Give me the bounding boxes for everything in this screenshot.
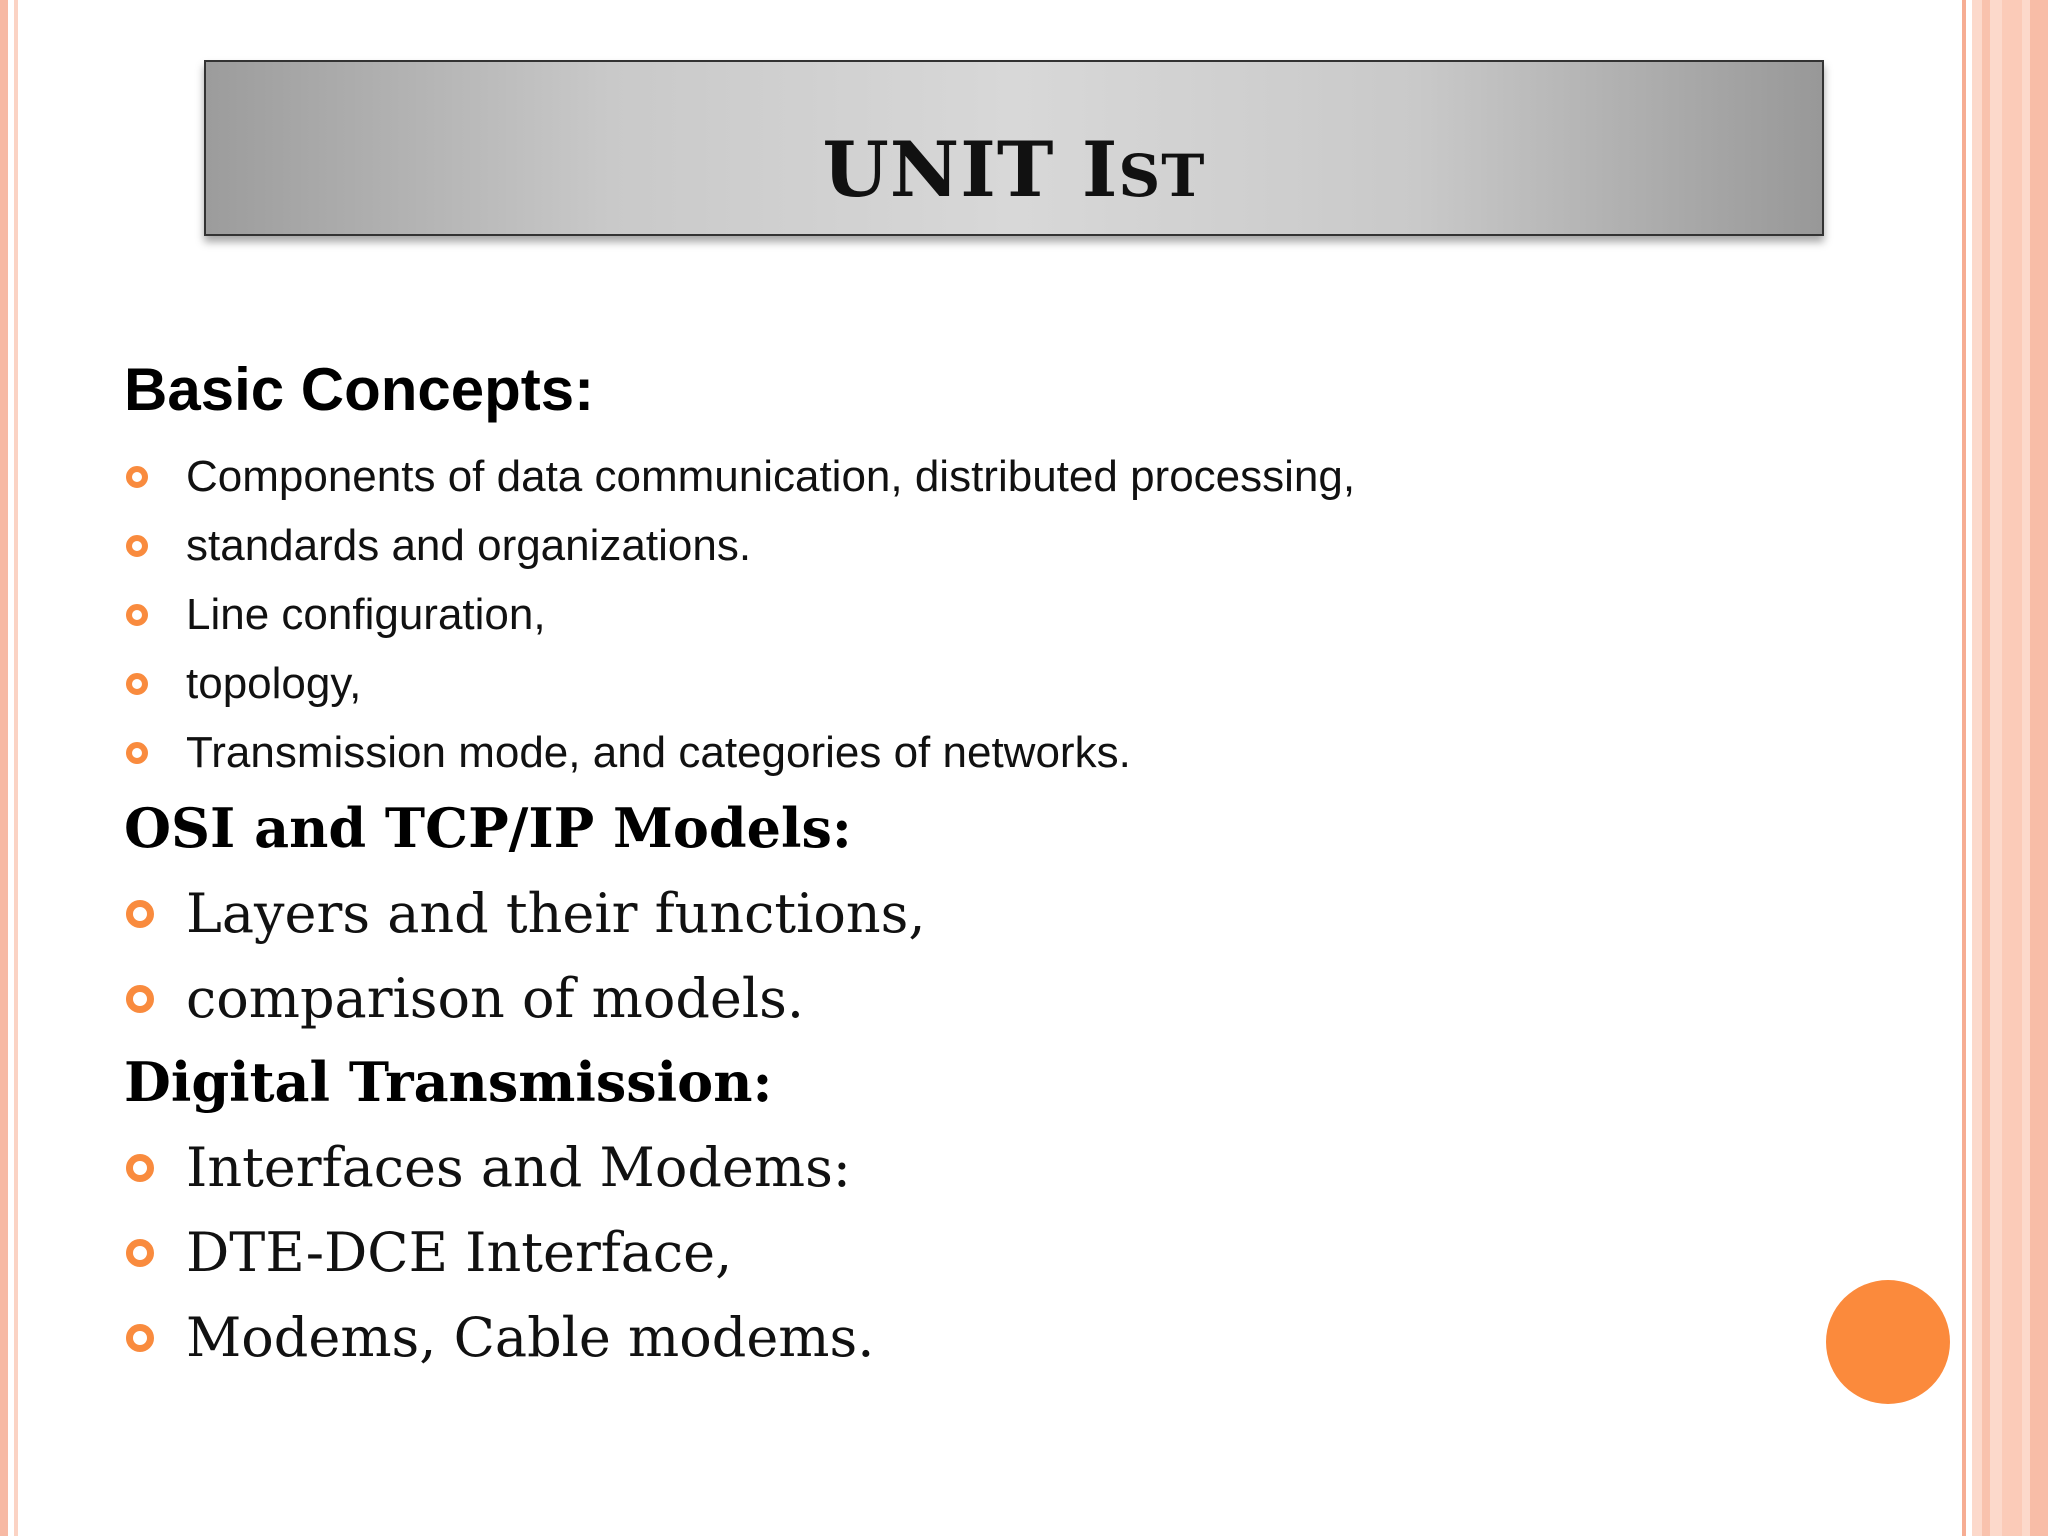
bullet-icon [126, 985, 154, 1013]
right-border-line [1962, 0, 1966, 1536]
bullet-icon [126, 604, 148, 626]
left-border-stripe-inner [14, 0, 18, 1536]
slide-title [206, 125, 1822, 214]
list-item [124, 442, 1884, 511]
list-item [124, 871, 1884, 956]
section-heading-basic-concepts: Basic Concepts: [124, 356, 595, 423]
slide-title-suffix: ST [1118, 142, 1206, 210]
list-item [124, 1295, 1884, 1380]
list-item [124, 580, 1884, 649]
list-item [124, 956, 1884, 1041]
bullet-icon [126, 466, 148, 488]
bullet-icon [126, 1239, 154, 1267]
list-item-text: DTE-DCE Interface, [186, 1220, 733, 1284]
list-item [124, 649, 1884, 718]
section-heading-digital-transmission: Digital Transmission: [124, 1050, 773, 1114]
list-item-text: Transmission mode, and categories of networks. [186, 727, 1131, 777]
list-item-text: Interfaces and Modems: [186, 1135, 851, 1199]
title-bar [204, 60, 1824, 236]
bullet-icon [126, 673, 148, 695]
list-item [124, 718, 1884, 787]
bullet-icon [126, 900, 154, 928]
list-item [124, 511, 1884, 580]
bullet-icon [126, 742, 148, 764]
list-item [124, 1210, 1884, 1295]
bullet-list-basic-concepts [124, 442, 1884, 787]
right-border-line [1982, 0, 1990, 1536]
list-item-text: standards and organizations. [186, 520, 752, 570]
bullet-icon [126, 1324, 154, 1352]
left-border-stripe [0, 0, 8, 1536]
slide-title-main: UNIT I [822, 125, 1119, 214]
list-item-text: Line configuration, [186, 589, 546, 639]
list-item-text: Components of data communication, distributed processing, [186, 451, 1356, 501]
section-heading-osi-tcpip: OSI and TCP/IP Models: [124, 796, 852, 860]
list-item-text: Layers and their functions, [186, 881, 926, 945]
list-item-text: Modems, Cable modems. [186, 1305, 875, 1369]
list-item-text: topology, [186, 658, 362, 708]
bullet-icon [126, 1154, 154, 1182]
bullet-icon [126, 535, 148, 557]
orange-circle-icon [1826, 1280, 1950, 1404]
right-border-line [2030, 0, 2048, 1536]
right-border-line [2002, 0, 2022, 1536]
list-item-text: comparison of models. [186, 966, 805, 1030]
bullet-list-digital-transmission [124, 1125, 1884, 1380]
bullet-list-osi-tcpip [124, 871, 1884, 1041]
list-item [124, 1125, 1884, 1210]
slide-content [124, 356, 1884, 1380]
